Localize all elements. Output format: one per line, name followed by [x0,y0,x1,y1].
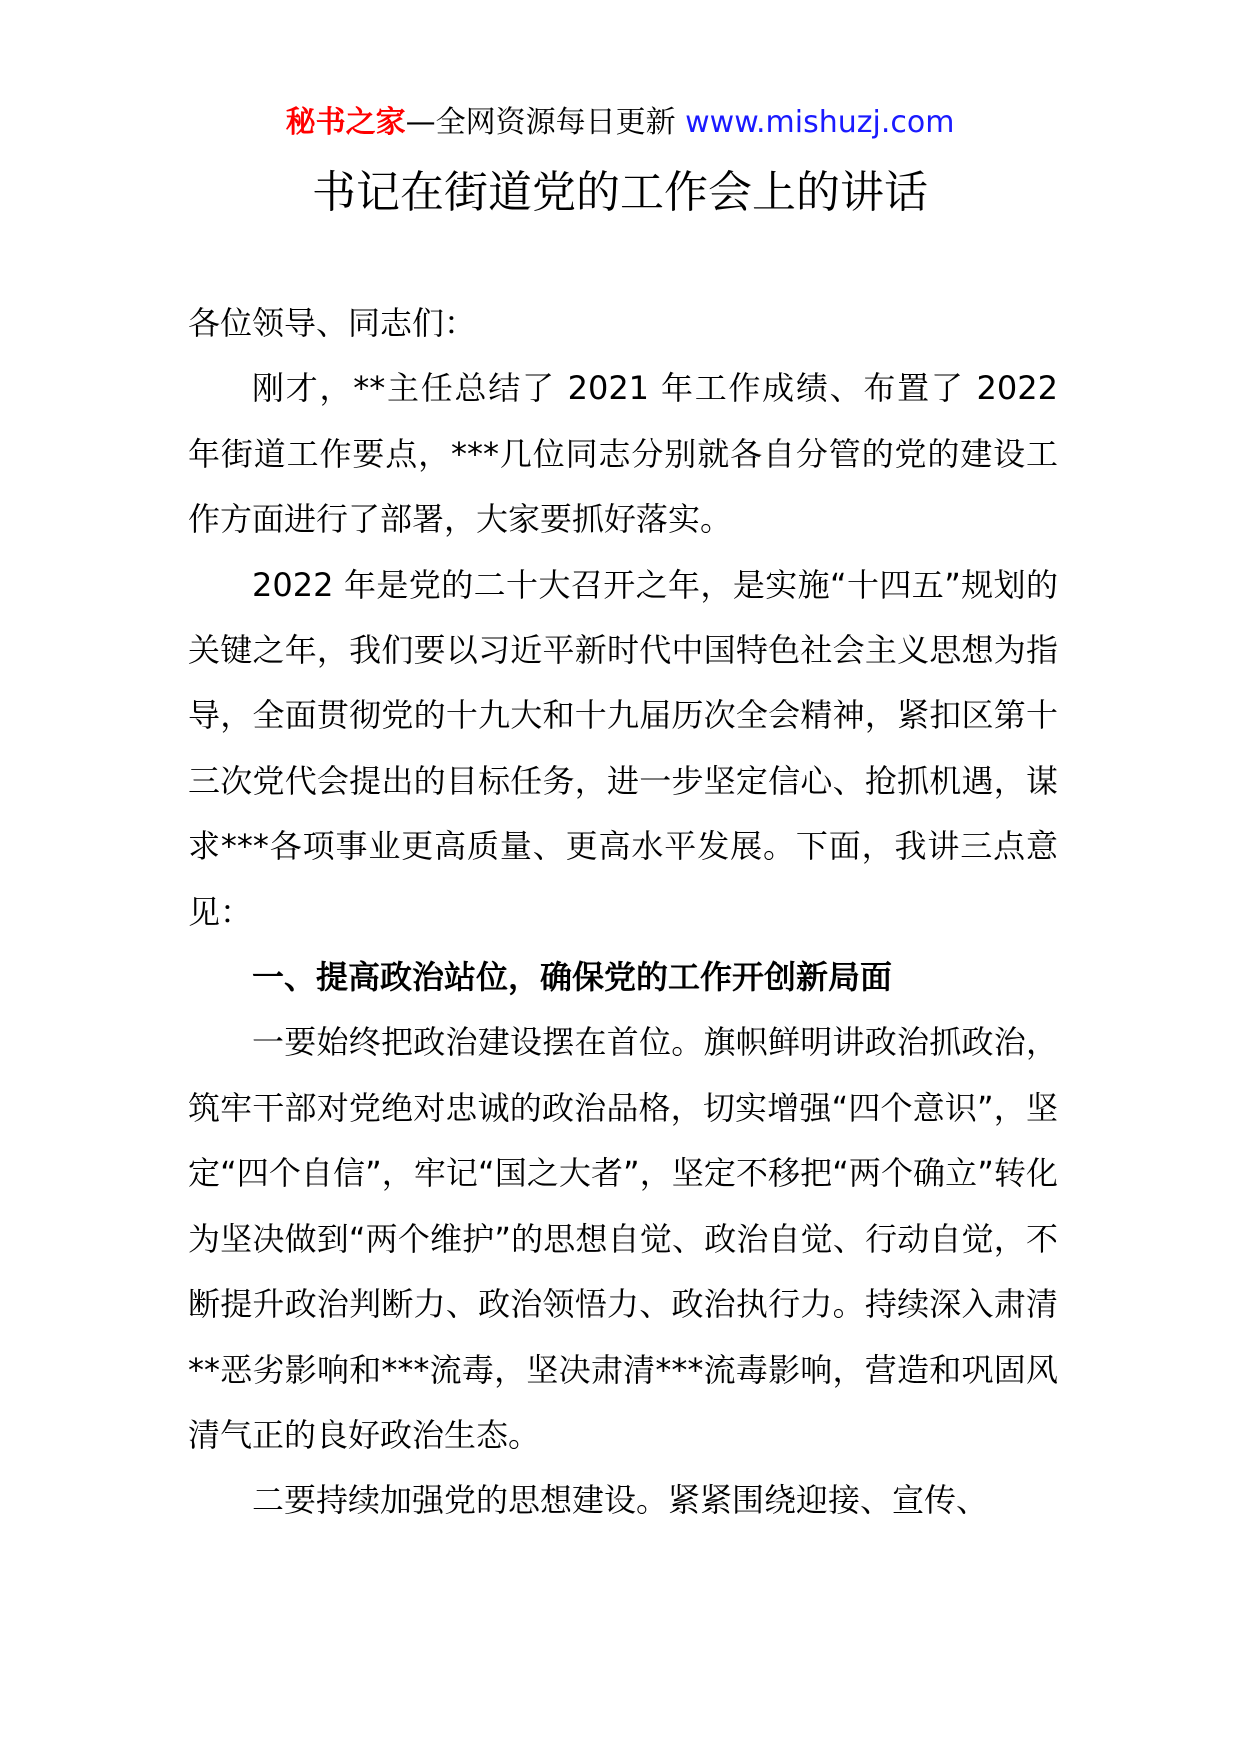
section-heading: 一、提高政治站位，确保党的工作开创新局面 [252,958,893,997]
body-paragraph: 2022 年是党的二十大召开之年，是实施“十四五”规划的关键之年，我们要以习近平新时代中国特色社会主义思想为指导，全面贯彻党的十九大和十九届历次全会精神，紧扣区第十三次党代会提出的目标任务，进一步坚定信心、抢抓机遇，谋求***各项事业更高质量、更高水平发展。下面，我讲三点意见： [188,565,1058,931]
header-tagline: —全网资源每日更新 [405,105,686,140]
document-body [188,291,1058,1534]
body-paragraph: 一要始终把政治建设摆在首位。旗帜鲜明讲政治抓政治，筑牢干部对党绝对忠诚的政治品格，切实增强“四个意识”，坚定“四个自信”，牢记“国之大者”，坚定不移把“两个确立”转化为坚决做到“两个维护”的思想自觉、政治自觉、行动自觉，不断提升政治判断力、政治领悟力、政治执行力。持续深入肃清**恶劣影响和***流毒，坚决肃清***流毒影响，营造和巩固风清气正的良好政治生态。 [188,1023,1058,1454]
site-header [0,102,1240,144]
salutation: 各位领导、同志们： [188,304,477,342]
site-url-link[interactable]: www.mishuzj.com [685,105,955,140]
document-title: 书记在街道党的工作会上的讲话 [312,167,928,218]
body-paragraph: 刚才，**主任总结了 2021 年工作成绩、布置了 2022 年街道工作要点，***几位同志分别就各自分管的党的建设工作方面进行了部署，大家要抓好落实。 [188,369,1058,539]
brand-name: 秘书之家 [285,105,406,140]
body-paragraph: 二要持续加强党的思想建设。紧紧围绕迎接、宣传、 [252,1481,989,1520]
